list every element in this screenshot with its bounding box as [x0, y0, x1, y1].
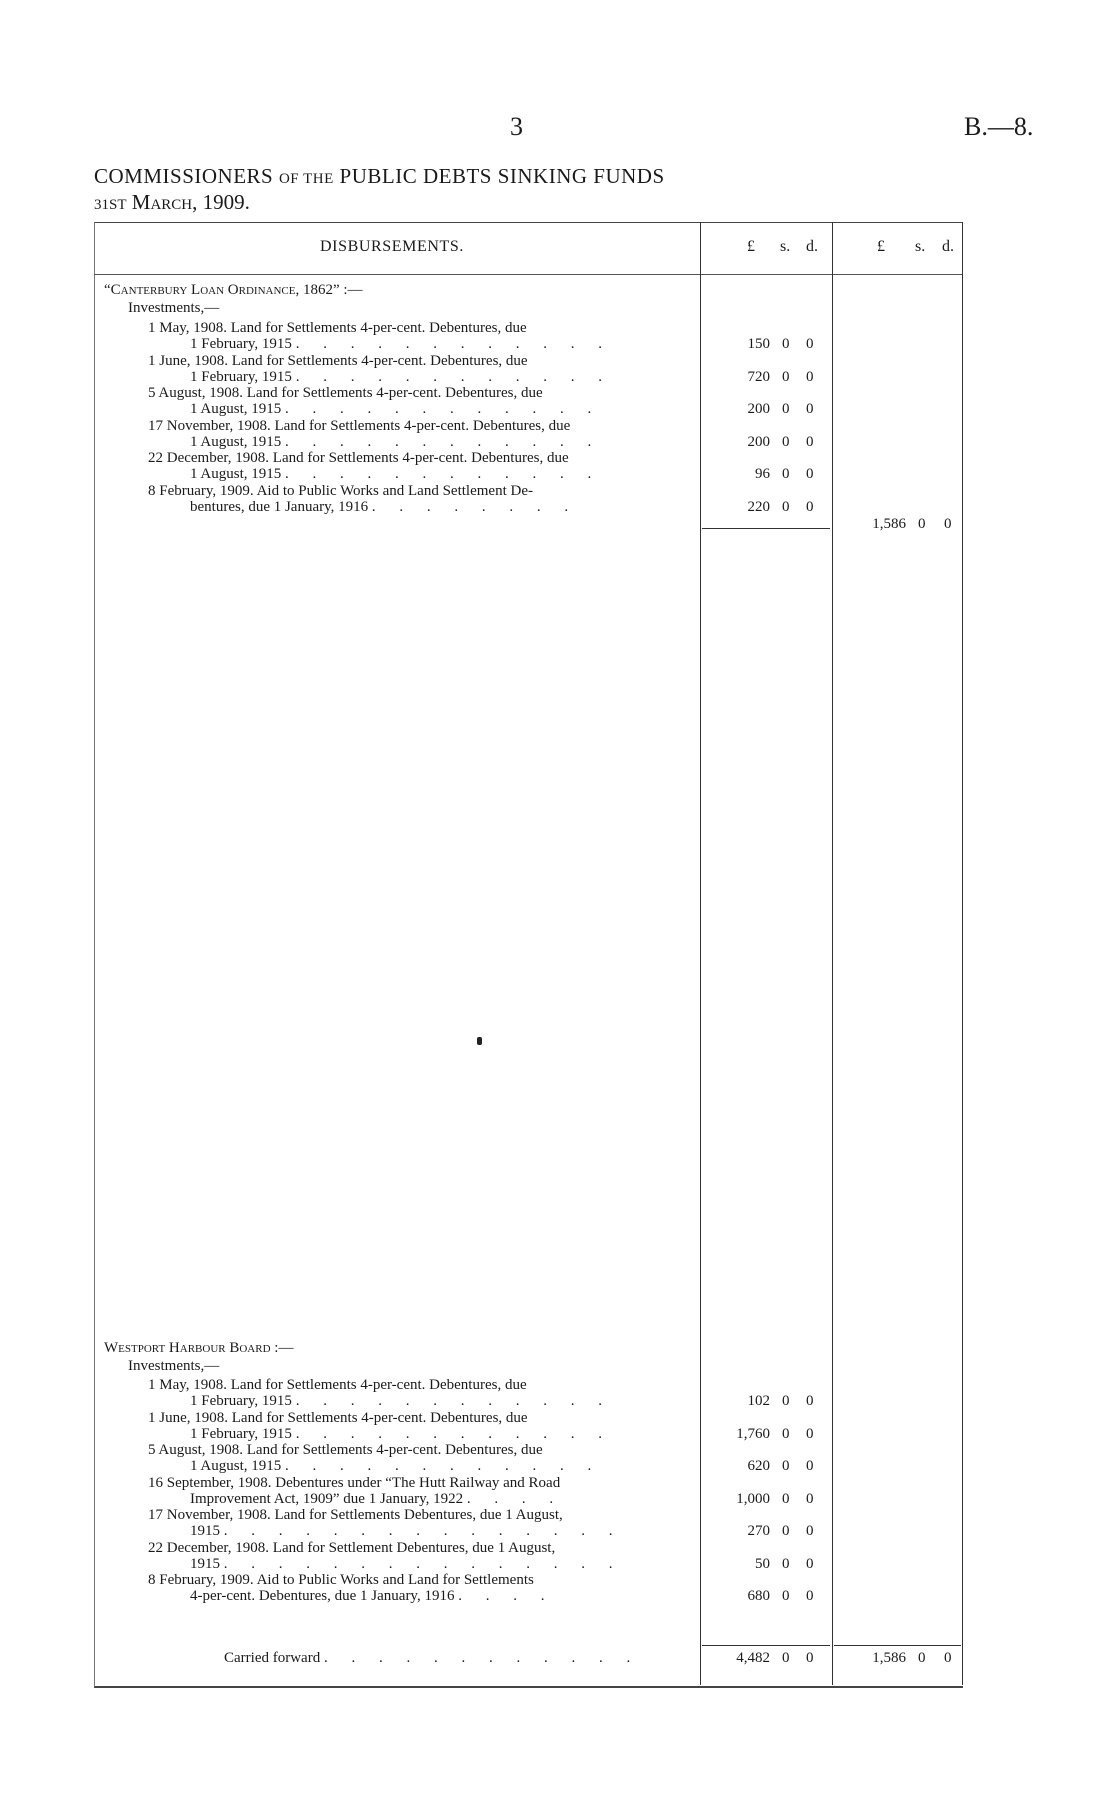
entry-line-2 — [190, 1556, 693, 1572]
entry-line-2 — [190, 1523, 693, 1539]
carried-forward-pence-1: 0 — [806, 1650, 814, 1666]
title-part-c: PUBLIC DEBTS SINKING FUNDS — [339, 164, 665, 188]
entry-pence: 0 — [806, 466, 814, 482]
entry-maturity: 4-per-cent. Debentures, due 1 January, 1916 — [190, 1588, 455, 1604]
entry-line-1: 1 June, 1908. Land for Settlements 4-per-cent. Debentures, due — [148, 352, 528, 369]
entry-maturity: 1 February, 1915 — [190, 1393, 292, 1409]
entry-pounds: 200 — [747, 433, 770, 450]
entry-pounds: 96 — [755, 466, 770, 482]
leader-dots: . . . . — [458, 1588, 555, 1604]
entry-shillings: 0 — [782, 401, 790, 417]
leader-dots: . . . . . . . . . . . . — [285, 433, 602, 450]
date-day: 31ST — [94, 197, 127, 213]
entry-pounds: 50 — [755, 1555, 770, 1572]
entry-maturity: Improvement Act, 1909” due 1 January, 1922 — [190, 1490, 464, 1507]
section-total-pence: 0 — [944, 516, 952, 532]
entry-maturity: 1 August, 1915 — [190, 433, 282, 450]
section-subheading: Investments,— — [128, 300, 220, 316]
entry-shillings: 0 — [782, 1393, 790, 1409]
entry-line-1: 22 December, 1908. Land for Settlements 4-per-cent. Debentures, due — [148, 450, 569, 466]
leader-dots: . . . . . . . . . . . . — [323, 1650, 641, 1666]
date-year: 1909. — [202, 190, 250, 214]
title-part-b: OF THE — [278, 171, 334, 187]
entry-shillings: 0 — [782, 433, 790, 450]
header-pence-2: d. — [942, 238, 954, 255]
column-divider-3 — [962, 222, 963, 1685]
entry-shillings: 0 — [782, 1523, 790, 1539]
entry-line-1: 1 June, 1908. Land for Settlements 4-per-cent. Debentures, due — [148, 1409, 528, 1426]
entry-maturity: 1 August, 1915 — [190, 1458, 282, 1474]
entry-line-2 — [190, 1458, 693, 1474]
entry-line-1: 17 November, 1908. Land for Settlements 4-per-cent. Debentures, due — [148, 417, 571, 434]
entry-line-1: 16 September, 1908. Debentures under “The Hutt Railway and Road — [148, 1474, 561, 1491]
entry-line-2 — [190, 401, 693, 417]
entry-maturity: 1 February, 1915 — [190, 368, 292, 385]
leader-dots: . . . . . . . . . . . . — [295, 1425, 612, 1442]
entry-pounds: 102 — [747, 1393, 770, 1409]
entry-line-2 — [190, 336, 693, 352]
header-shillings-1: s. — [780, 238, 791, 255]
header-disbursements: DISBURSEMENTS. — [320, 238, 464, 255]
heading-text: Westport Harbour Board — [104, 1340, 271, 1356]
entry-pence: 0 — [806, 433, 814, 450]
entry-pence: 0 — [806, 1425, 814, 1442]
leader-dots: . . . . . . . . . . . . . . . — [223, 1555, 623, 1572]
document-reference: B.—8. — [964, 112, 1034, 141]
entry-shillings: 0 — [782, 1490, 790, 1507]
leader-dots: . . . . . . . . . . . . . . . — [223, 1523, 623, 1539]
entry-line-2 — [190, 434, 693, 450]
entry-pounds: 150 — [747, 336, 770, 352]
entry-line-1: 1 May, 1908. Land for Settlements 4-per-cent. Debentures, due — [148, 320, 527, 336]
subtotal-rule — [702, 528, 830, 529]
entry-line-1: 1 May, 1908. Land for Settlements 4-per-cent. Debentures, due — [148, 1377, 527, 1393]
entry-shillings: 0 — [782, 1425, 790, 1442]
entry-shillings: 0 — [782, 368, 790, 385]
entry-line-1: 5 August, 1908. Land for Settlements 4-per-cent. Debentures, due — [148, 385, 543, 401]
title-part-a: COMMISSIONERS — [94, 164, 274, 188]
column-divider-2 — [832, 222, 833, 1685]
leader-dots: . . . . . . . . . . . . — [285, 1458, 602, 1474]
header-pounds-2: £ — [877, 238, 885, 255]
print-speck — [477, 1037, 482, 1045]
entry-maturity: 1 August, 1915 — [190, 401, 282, 417]
carried-forward-text: Carried forward — [224, 1650, 321, 1666]
heading-text: Canterbury Loan Ordinance, — [110, 282, 300, 298]
entry-line-2 — [190, 1588, 693, 1604]
carried-forward-label — [224, 1650, 640, 1666]
entry-line-1: 5 August, 1908. Land for Settlements 4-per-cent. Debentures, due — [148, 1442, 543, 1458]
entry-maturity: 1915 — [190, 1555, 220, 1572]
entry-pounds: 220 — [747, 498, 770, 515]
entry-maturity: 1 August, 1915 — [190, 466, 282, 482]
leader-dots: . . . . . . . . . . . . — [285, 401, 602, 417]
entry-line-2 — [190, 1491, 693, 1507]
date-month: March, — [131, 190, 198, 214]
document-title — [94, 164, 665, 189]
entry-shillings: 0 — [782, 498, 790, 515]
section-total-shillings: 0 — [918, 516, 926, 532]
entry-pence: 0 — [806, 1588, 814, 1604]
heading-quote: “ — [104, 282, 111, 298]
leader-dots: . . . . . . . . . . . . — [295, 336, 612, 352]
entry-maturity: 1 February, 1915 — [190, 336, 292, 352]
entry-line-1: 8 February, 1909. Aid to Public Works and Land for Settlements — [148, 1572, 534, 1588]
entry-pence: 0 — [806, 368, 814, 385]
entry-pence: 0 — [806, 1555, 814, 1572]
carried-forward-pence-2: 0 — [944, 1650, 952, 1666]
entry-pence: 0 — [806, 1523, 814, 1539]
page-number: 3 — [510, 112, 523, 141]
entry-maturity: bentures, due 1 January, 1916 — [190, 498, 369, 515]
entry-line-2 — [190, 499, 693, 515]
leader-dots: . . . . . . . . — [371, 498, 579, 515]
entry-shillings: 0 — [782, 1588, 790, 1604]
entry-line-2 — [190, 1393, 693, 1409]
header-pounds-1: £ — [747, 238, 755, 255]
entry-pence: 0 — [806, 1458, 814, 1474]
entry-pounds: 1,000 — [736, 1490, 770, 1507]
carried-forward-pounds-1: 4,482 — [736, 1650, 770, 1666]
entry-pence: 0 — [806, 336, 814, 352]
entry-pounds: 720 — [747, 368, 770, 385]
entry-shillings: 0 — [782, 1555, 790, 1572]
entry-line-1: 17 November, 1908. Land for Settlements Debentures, due 1 August, — [148, 1507, 563, 1523]
entry-pounds: 270 — [747, 1523, 770, 1539]
section-heading-westport — [104, 1340, 293, 1357]
entry-shillings: 0 — [782, 1458, 790, 1474]
entry-pounds: 680 — [747, 1588, 770, 1604]
entry-pounds: 200 — [747, 401, 770, 417]
carried-forward-pounds-2: 1,586 — [872, 1650, 906, 1666]
entry-line-2 — [190, 369, 693, 385]
heading-suffix: :— — [274, 1340, 294, 1356]
leader-dots: . . . . . . . . . . . . — [295, 1393, 612, 1409]
entry-pence: 0 — [806, 401, 814, 417]
leader-dots: . . . . . . . . . . . . — [285, 466, 602, 482]
header-pence-1: d. — [806, 238, 818, 255]
entry-maturity: 1 February, 1915 — [190, 1425, 292, 1442]
section-total-pounds: 1,586 — [872, 516, 906, 532]
entry-maturity: 1915 — [190, 1523, 220, 1539]
entry-line-1: 8 February, 1909. Aid to Public Works and Land Settlement De- — [148, 482, 533, 499]
entry-pounds: 620 — [747, 1458, 770, 1474]
carried-forward-shillings-1: 0 — [782, 1650, 790, 1666]
header-shillings-2: s. — [915, 238, 926, 255]
leader-dots: . . . . . . . . . . . . — [295, 368, 612, 385]
entry-line-2 — [190, 1426, 693, 1442]
section-heading-canterbury — [104, 282, 363, 299]
carried-forward-rule-2 — [834, 1645, 961, 1646]
entry-pounds: 1,760 — [736, 1425, 770, 1442]
entry-shillings: 0 — [782, 336, 790, 352]
carried-forward-shillings-2: 0 — [918, 1650, 926, 1666]
leader-dots: . . . . — [466, 1490, 564, 1507]
entry-line-2 — [190, 466, 693, 482]
heading-suffix: 1862” :— — [302, 282, 363, 298]
carried-forward-rule-1 — [702, 1645, 830, 1646]
entry-pence: 0 — [806, 498, 814, 515]
entry-pence: 0 — [806, 1393, 814, 1409]
entry-pence: 0 — [806, 1490, 814, 1507]
entry-line-1: 22 December, 1908. Land for Settlement Debentures, due 1 August, — [148, 1539, 556, 1556]
section-subheading: Investments,— — [128, 1358, 220, 1374]
document-date — [94, 190, 250, 215]
entry-shillings: 0 — [782, 466, 790, 482]
